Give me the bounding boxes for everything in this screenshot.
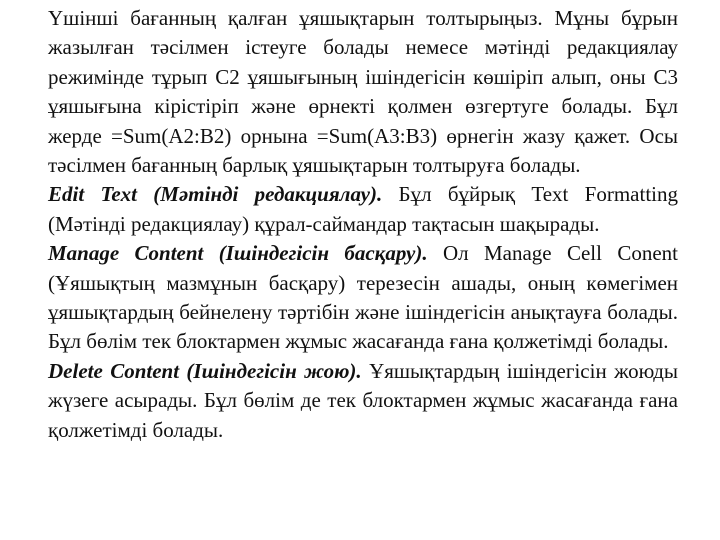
edit-text-term: Edit Text (Мәтінді редакциялау). [48, 182, 383, 207]
intro-paragraph: Үшінші бағанның қалған ұяшықтарын толтырыңыз. Мұны бұрын жазылған тәсілмен істеуге болады немесе мәтінді редакциялау режимінде тұрып С2 ұяшығының ішіндегісін көшіріп алып, оны С3 ұяшығына кірістіріп және өрнекті қолмен өзгертуге болады. Бұл жерде =Sum(A2:B2) орнына =Sum(A3:B3) өрнегін жазу қажет. Осы тәсілмен бағанның барлық ұяшықтарын толтыруға болады. [48, 6, 678, 178]
manage-content-description: Ол Manage Cell Conent (Ұяшықтың мазмұнын басқару) терезесін ашады, оның көмегімен ұяшықтардың бейнелену тәртібін және ішіндегісін анықтауға болады. Бұл бөлім тек блоктармен жұмыс жасағанда ғана қолжетімді болады. [48, 241, 678, 354]
delete-content-description: Ұяшықтардың ішіндегісін жоюды жүзеге асырады. Бұл бөлім де тек блоктармен жұмыс жасағанда ғана қолжетімді болады. [48, 358, 678, 442]
edit-text-paragraph [48, 180, 678, 239]
edit-text-description: Бұл бұйрық Text Formatting (Мәтінді редакциялау) құрал-саймандар тақтасын шақырады. [48, 182, 678, 236]
delete-content-term: Delete Content (Ішіндегісін жою). [48, 358, 362, 383]
delete-content-paragraph [48, 357, 678, 445]
document-body [48, 4, 678, 445]
manage-content-paragraph [48, 239, 678, 357]
manage-content-term: Manage Content (Ішіндегісін басқару). [48, 241, 428, 266]
